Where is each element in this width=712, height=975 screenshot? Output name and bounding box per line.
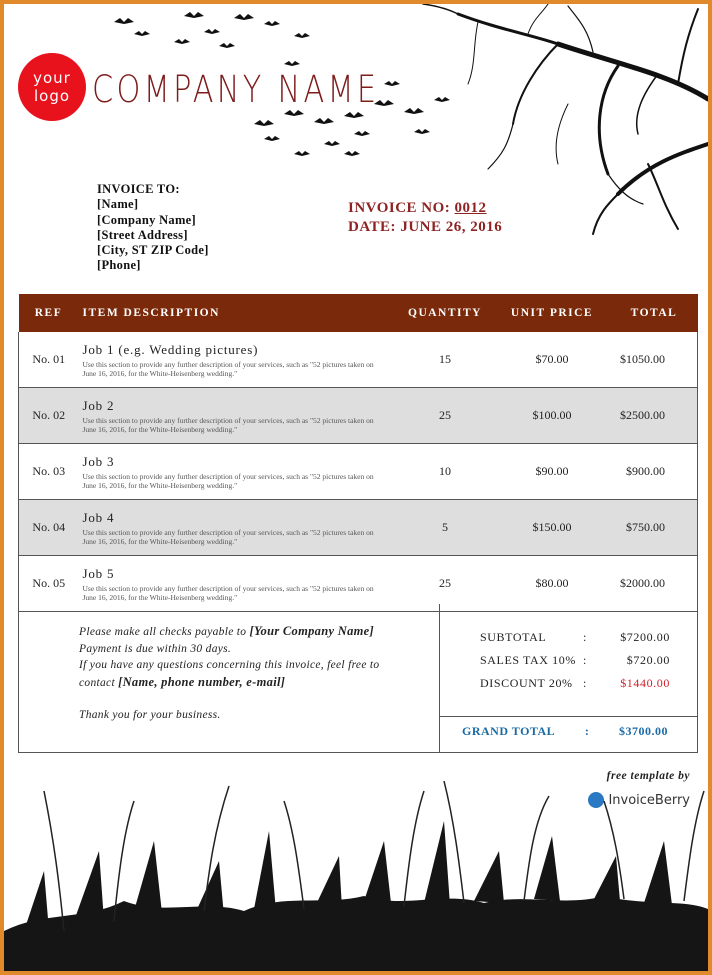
subtotal-label: SUBTOTAL [480,630,547,644]
bill-to-block [97,182,209,274]
discount-row [480,672,670,695]
row-description: Use this section to provide any further description of your services, such as "52 pictures taken on June 16, 2016, for the White-Heisenberg wedding." [82,583,374,602]
items-table [18,294,698,612]
company-name: COMPANY NAME [92,68,380,111]
grass-silhouette-illustration [4,781,708,971]
invoice-meta [348,199,502,237]
notes-payee: [Your Company Name] [249,624,374,638]
row-total: $1050.00 [611,332,698,388]
bill-to-phone: [Phone] [97,258,141,273]
row-description: Use this section to provide any further description of your services, such as "52 pictures taken on June 16, 2016, for the White-Heisenberg wedding." [82,415,374,434]
row-unit-price: $70.00 [494,332,611,388]
grand-total-value: $3700.00 [619,724,668,738]
table-row [19,444,698,500]
row-ref: No. 03 [19,444,79,500]
header-ref: REF [19,294,79,332]
bill-to-name: [Name] [97,197,139,212]
tax-value: $720.00 [626,653,670,667]
table-row [19,332,698,388]
invoice-no-value: 0012 [454,200,487,216]
tax-label: SALES TAX 10% [480,653,576,667]
logo-line-2: logo [33,87,71,105]
row-unit-price: $80.00 [494,556,611,612]
row-ref: No. 02 [19,388,79,444]
bill-to-heading: INVOICE TO: [97,182,180,196]
notes-thanks: Thank you for your business. [79,709,221,721]
grand-total-colon: : [584,724,590,738]
row-description: Use this section to provide any further description of your services, such as "52 pictures taken on June 16, 2016, for the White-Heisenberg wedding." [82,527,374,546]
row-ref: No. 01 [19,332,79,388]
row-quantity: 15 [397,332,494,388]
row-quantity: 25 [397,388,494,444]
grand-total-label: GRAND TOTAL [462,724,556,738]
row-description: Use this section to provide any further description of your services, such as "52 pictures taken on June 16, 2016, for the White-Heisenberg wedding." [82,471,374,490]
notes-line-3: If you have any questions concerning this invoice, feel free to [79,659,380,671]
row-unit-price: $100.00 [494,388,611,444]
totals-block [480,626,670,695]
row-total: $2000.00 [611,556,698,612]
logo-placeholder [18,53,86,121]
tax-colon: : [583,653,587,667]
row-title: Job 2 [82,397,115,413]
invoice-date-label: DATE: [348,219,397,235]
notes-line-2: Payment is due within 30 days. [79,642,232,655]
payment-notes [79,623,379,724]
row-title: Job 3 [82,453,115,469]
discount-label: DISCOUNT 20% [480,676,573,690]
row-quantity: 5 [397,500,494,556]
grand-total-row [462,724,668,739]
row-unit-price: $90.00 [494,444,611,500]
template-credit: free template by [606,770,690,782]
row-quantity: 10 [397,444,494,500]
notes-line-1: Please make all checks payable to [79,626,250,638]
discount-colon: : [583,676,587,690]
header-unit-price: UNIT PRICE [494,294,611,332]
table-header [19,294,698,332]
bill-to-company: [Company Name] [97,212,196,227]
row-unit-price: $150.00 [494,500,611,556]
discount-value: $1440.00 [620,676,670,690]
row-title: Job 1 (e.g. Wedding pictures) [82,341,259,357]
subtotal-value: $7200.00 [620,630,670,644]
invoice-no-label: INVOICE NO: [348,200,451,216]
notes-line-4: contact [79,676,119,689]
table-row [19,388,698,444]
header-total: TOTAL [611,294,698,332]
grand-total-divider [440,716,698,717]
row-total: $2500.00 [611,388,698,444]
logo-line-1: your [33,69,71,87]
row-total: $750.00 [611,500,698,556]
header-quantity: QUANTITY [397,294,494,332]
row-ref: No. 05 [19,556,79,612]
invoice-date-value: JUNE 26, 2016 [400,219,503,235]
tax-row [480,649,670,672]
summary-divider [439,604,440,753]
subtotal-colon: : [583,630,587,644]
table-row [19,500,698,556]
invoiceberry-brand: InvoiceBerry [608,792,690,808]
row-total: $900.00 [611,444,698,500]
row-quantity: 25 [397,556,494,612]
row-ref: No. 04 [19,500,79,556]
row-title: Job 5 [82,565,115,581]
notes-contact: [Name, phone number, e-mail] [118,674,286,689]
bill-to-street: [Street Address] [97,227,188,242]
bill-to-city: [City, ST ZIP Code] [97,243,209,258]
row-description: Use this section to provide any further description of your services, such as "52 pictures taken on June 16, 2016, for the White-Heisenberg wedding." [82,359,374,378]
header-description: ITEM DESCRIPTION [79,294,397,332]
subtotal-row [480,626,670,649]
row-title: Job 4 [82,509,115,525]
